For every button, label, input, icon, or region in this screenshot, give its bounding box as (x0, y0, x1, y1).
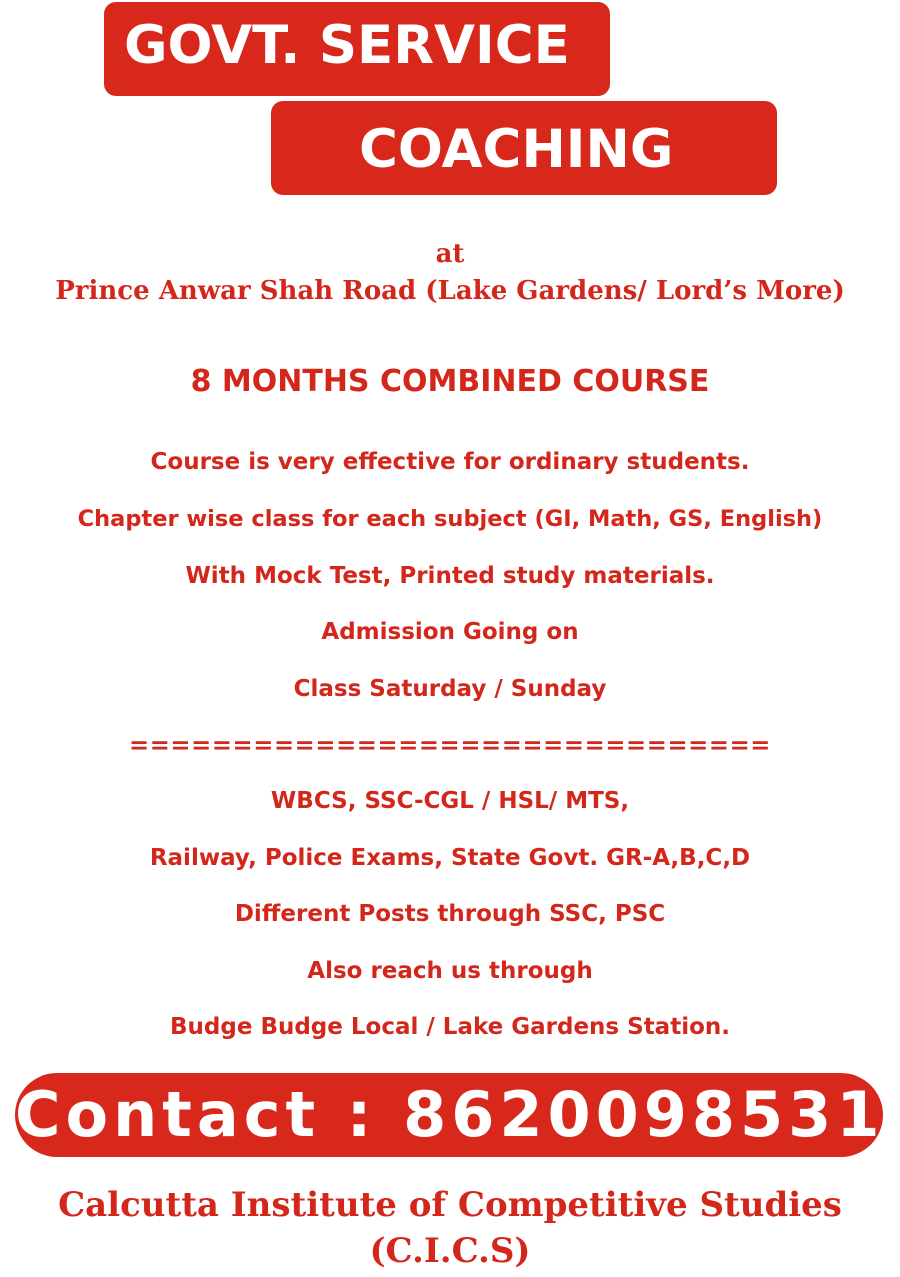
reach-us-text: Also reach us through (307, 958, 593, 984)
contact-banner: Contact : 8620098531 (15, 1073, 883, 1157)
location-address: Prince Anwar Shah Road (Lake Gardens/ Lord’s More) (55, 276, 845, 306)
section-divider: =============================== (129, 731, 771, 759)
institute-abbreviation: (C.I.C.S) (369, 1231, 531, 1271)
exam-list-item: Different Posts through SSC, PSC (234, 901, 666, 927)
institute-name: Calcutta Institute of Competitive Studies (58, 1185, 842, 1225)
course-feature-chapter-wise: Chapter wise class for each subject (GI, Math, GS, English) (77, 506, 823, 532)
course-title: 8 MONTHS COMBINED COURSE (190, 364, 710, 399)
title-banner-coaching: COACHING (271, 101, 777, 195)
title-banner-govt-service: GOVT. SERVICE (104, 2, 610, 96)
exam-list-item: Railway, Police Exams, State Govt. GR-A,B,C,D (149, 845, 751, 871)
course-feature-effective: Course is very effective for ordinary students. (150, 449, 750, 475)
reach-us-stations: Budge Budge Local / Lake Gardens Station. (170, 1014, 730, 1040)
location-at-text: at (435, 239, 465, 269)
course-feature-admission: Admission Going on (321, 619, 579, 645)
exam-list-item: WBCS, SSC-CGL / HSL/ MTS, (270, 788, 630, 814)
course-feature-class-days: Class Saturday / Sunday (293, 676, 607, 702)
course-feature-mock-test: With Mock Test, Printed study materials. (185, 563, 715, 589)
